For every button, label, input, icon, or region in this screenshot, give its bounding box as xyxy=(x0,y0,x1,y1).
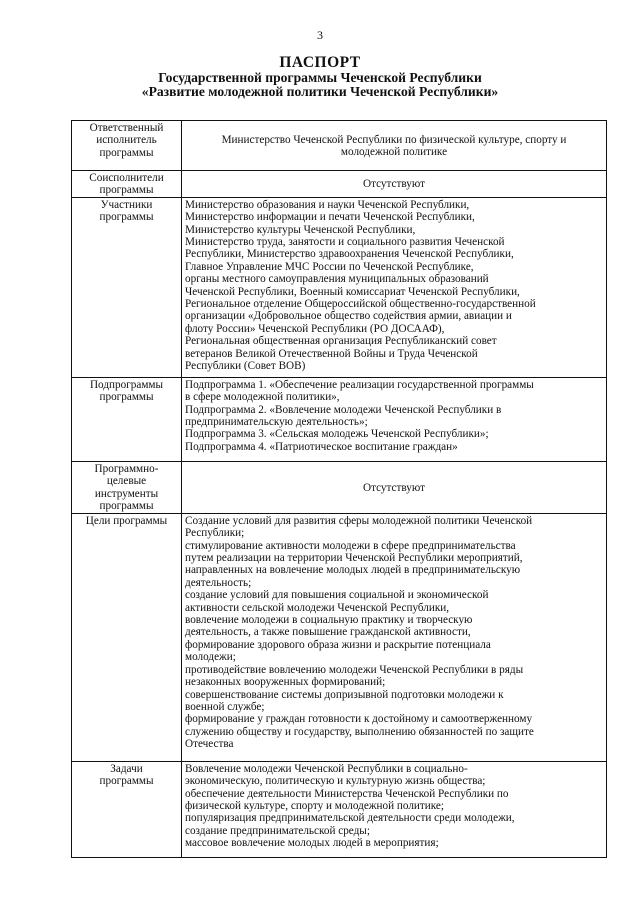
title-program-name: «Развитие молодежной политики Чеченской Республики» xyxy=(141,84,499,99)
row-label xyxy=(72,197,182,377)
table-row xyxy=(72,513,607,761)
title-passport: ПАСПОРТ xyxy=(279,54,361,71)
row-content-line: организации «Добровольное общество содействия армии, авиации и xyxy=(185,310,512,323)
row-label-line: программы xyxy=(99,391,154,404)
row-content-line: Подпрограмма 4. «Патриотическое воспитание граждан» xyxy=(185,440,458,453)
row-content-line: военной службе; xyxy=(185,700,265,713)
row-content xyxy=(182,761,607,857)
row-content-line: Министерство информации и печати Чеченской Республики, xyxy=(185,211,475,224)
row-label xyxy=(72,761,182,857)
row-content-line: Отечества xyxy=(185,738,234,751)
row-content-line: стимулирование активности молодежи в сфере предпринимательства xyxy=(185,539,516,552)
row-content-line: в сфере молодежной политики», xyxy=(185,391,340,404)
row-content-line: органы местного самоуправления муниципальных образований xyxy=(185,273,489,286)
row-label xyxy=(72,171,182,198)
row-content xyxy=(182,513,607,761)
row-content-line: активности сельской молодежи Чеченской Республики, xyxy=(185,601,450,614)
row-content-line: предпринимательскую деятельность»; xyxy=(185,416,368,429)
row-content-line: Создание условий для развития сферы молодежной политики Чеченской xyxy=(185,514,533,527)
row-content-line: популяризация предпринимательской деятельности среди молодежи, xyxy=(185,812,515,825)
row-content-line: Подпрограмма 1. «Обеспечение реализации государственной программы xyxy=(185,378,534,391)
row-content-line: Главное Управление МЧС России по Чеченской Республике, xyxy=(185,260,474,273)
row-content-line: создание условий для повышения социальной и экономической xyxy=(185,589,489,602)
row-label-line: Участники xyxy=(100,198,153,211)
row-label-line: программы xyxy=(99,146,154,159)
table-row xyxy=(72,171,607,198)
row-content-line: Министерство культуры Чеченской Республики, xyxy=(185,223,416,236)
row-content xyxy=(182,377,607,461)
row-label-line: Цели программы xyxy=(85,514,168,527)
row-label-line: Задачи xyxy=(110,762,143,775)
row-content-line: направленных на вовлечение молодых людей в предпринимательскую xyxy=(185,564,521,577)
row-content-line: Подпрограмма 2. «Вовлечение молодежи Чеченской Республики в xyxy=(185,403,502,416)
row-content-line: экономическую, политическую и культурную жизнь общества; xyxy=(185,775,486,788)
row-content-line: физической культуре, спорту и молодежной политике; xyxy=(185,800,444,813)
document-title xyxy=(0,54,640,99)
row-label-line: программы xyxy=(99,500,154,513)
row-label-line: Ответственный xyxy=(89,122,164,134)
row-content-line: Подпрограмма 3. «Сельская молодежь Чеченской Республики»; xyxy=(185,428,489,441)
row-label-line: Подпрограммы xyxy=(89,378,164,391)
row-content xyxy=(182,121,607,171)
table-row xyxy=(72,197,607,377)
row-content-line: формирование здорового образа жизни и раскрытие потенциала xyxy=(185,638,491,651)
row-content-line: Отсутствуют xyxy=(363,178,425,191)
table-row xyxy=(72,121,607,171)
row-content-line: ветеранов Великой Отечественной Войны и Труда Чеченской xyxy=(185,347,478,360)
row-content-line: Региональное отделение Общероссийской общественно-государственной xyxy=(185,298,536,311)
row-content-line: Республики; xyxy=(185,527,245,540)
passport-table xyxy=(71,120,607,858)
row-content-line: деятельность; xyxy=(185,576,252,589)
row-label-line: программы xyxy=(99,775,154,788)
row-content-line: противодействие вовлечению молодежи Чеченской Республики в ряды xyxy=(185,663,524,676)
row-content-line: массовое вовлечение молодых людей в мероприятия; xyxy=(185,837,439,850)
row-content-line: обеспечение деятельности Министерства Чеченской Республики по xyxy=(185,787,509,800)
row-label-line: программы xyxy=(99,184,154,197)
row-content-line: путем реализации на территории Чеченской Республики мероприятий, xyxy=(185,552,523,565)
row-content-line: Министерство труда, занятости и социального развития Чеченской xyxy=(185,236,505,249)
row-label xyxy=(72,121,182,171)
row-content-line: молодежной политике xyxy=(340,146,448,158)
row-content-line: Чеченской Республики, Военный комиссариат Чеченской Республики, xyxy=(185,285,520,298)
passport-table-body xyxy=(72,121,607,858)
table-row xyxy=(72,461,607,513)
row-content-line: Министерство образования и науки Чеченской Республики, xyxy=(185,198,470,211)
row-content-line: служению обществу и государству, выполнению обязанностей по защите xyxy=(185,725,534,738)
row-label-line: инструменты xyxy=(94,487,159,500)
row-label-line: Программно- xyxy=(94,462,159,475)
row-content-line: деятельность, а также повышение гражданской активности, xyxy=(185,626,471,639)
row-content-line: совершенствование системы допризывной подготовки молодежи к xyxy=(185,688,504,701)
page-number: 3 xyxy=(317,28,323,42)
table-row xyxy=(72,761,607,857)
row-content-line: Республики, Министерство здравоохранения Чеченской Республики, xyxy=(185,248,514,261)
row-content-line: флоту России» Чеченской Республики (РО ДОСААФ), xyxy=(185,322,445,335)
row-content-line: Министерство Чеченской Республики по физической культуре, спорту и xyxy=(221,133,567,146)
row-label-line: Соисполнители xyxy=(89,172,164,184)
row-label xyxy=(72,461,182,513)
row-content-line: вовлечение молодежи в социальную практику и творческую xyxy=(185,614,473,627)
title-program-line: Государственной программы Чеченской Республики xyxy=(158,70,482,85)
row-label xyxy=(72,377,182,461)
table-row xyxy=(72,377,607,461)
row-content xyxy=(182,197,607,377)
row-content-line: Республики (Совет ВОВ) xyxy=(185,360,306,373)
row-content xyxy=(182,171,607,198)
row-content-line: Отсутствуют xyxy=(363,481,425,494)
row-label-line: программы xyxy=(99,211,154,224)
row-content-line: создание предпринимательской среды; xyxy=(185,824,370,837)
row-content-line: формирование у граждан готовности к достойному и самоотверженному xyxy=(185,713,533,726)
row-label-line: исполнитель xyxy=(96,134,157,147)
row-content-line: Региональная общественная организация Республиканский совет xyxy=(185,335,497,348)
row-content-line: незаконных вооруженных формирований; xyxy=(185,676,386,689)
row-label-line: целевые xyxy=(106,475,147,488)
row-content-line: молодежи; xyxy=(185,651,236,664)
row-label xyxy=(72,513,182,761)
row-content-line: Вовлечение молодежи Чеченской Республики в социально- xyxy=(185,762,468,775)
row-content xyxy=(182,461,607,513)
